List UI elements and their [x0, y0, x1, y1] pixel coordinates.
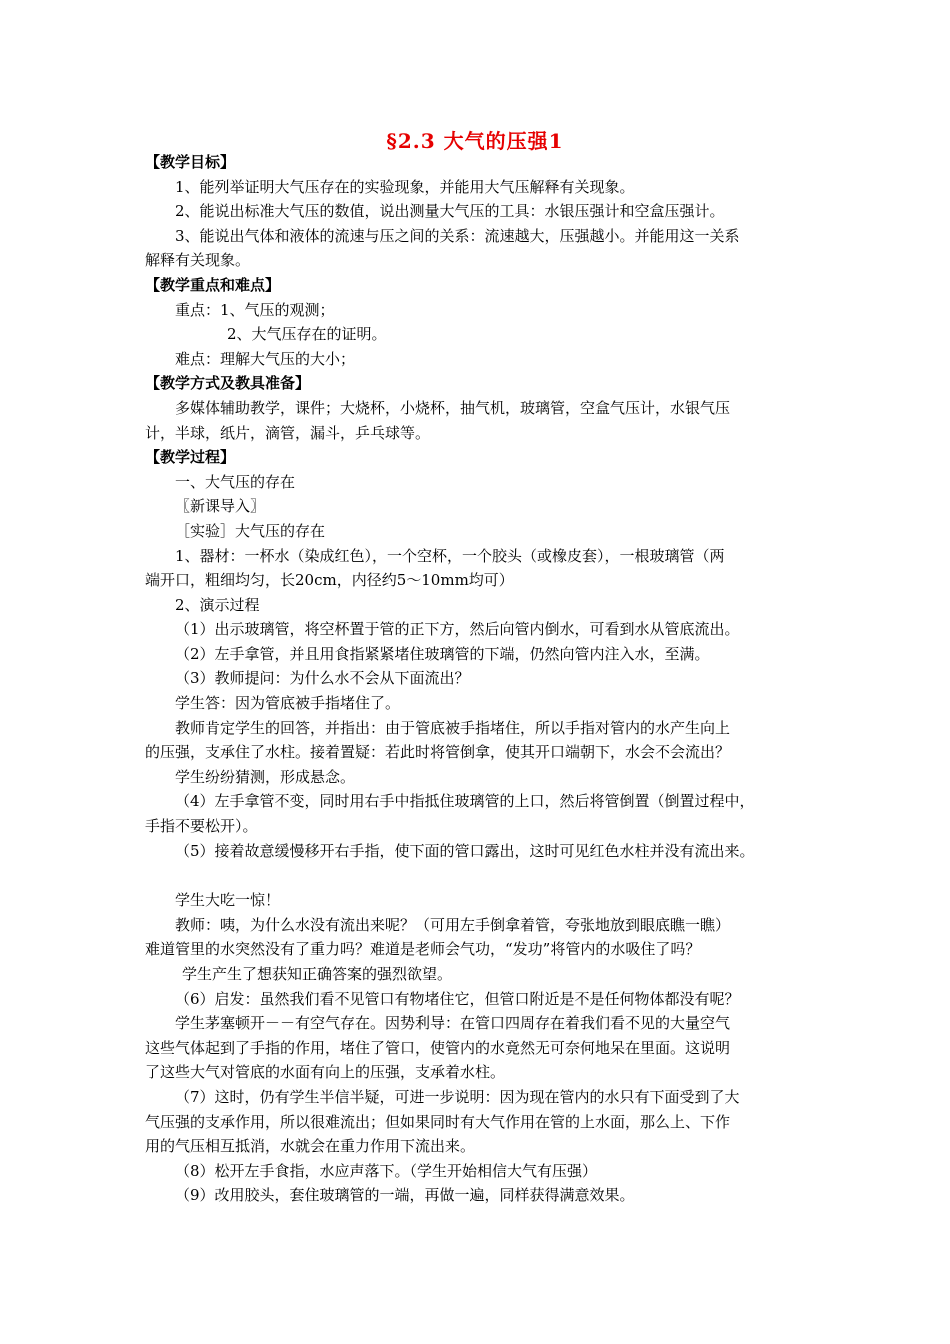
paragraph-line: 一、大气压的存在: [175, 472, 296, 491]
paragraph-line: （1）出示玻璃管，将空杯置于管的正下方，然后向管内倒水，可看到水从管底流出。: [175, 620, 740, 639]
paragraph-line: （9）改用胶头，套住玻璃管的一端，再做一遍，同样获得满意效果。: [175, 1186, 635, 1205]
paragraph-line: 这些气体起到了手指的作用，堵住了管口，使管内的水竟然无可奈何地呆在里面。这说明: [145, 1038, 731, 1057]
section-heading-methods: 【教学方式及教具准备】: [145, 374, 311, 393]
document-title: §2.3 大气的压强1: [386, 129, 564, 153]
paragraph-line: （8）松开左手食指，水应声落下。（学生开始相信大气有压强）: [175, 1161, 598, 1180]
paragraph-line: 计，半球，纸片，滴管，漏斗，乒乓球等。: [145, 423, 431, 442]
paragraph-line: 学生茅塞顿开－－有空气存在。因势利导：在管口四周存在着我们看不见的大量空气: [175, 1014, 731, 1033]
document-body: [145, 150, 805, 1208]
paragraph-line: 教师：咦，为什么水没有流出来呢？（可用左手倒拿着管，夸张地放到眼底瞧一瞧）: [175, 915, 731, 934]
paragraph-line: ［实验］大气压的存在: [175, 521, 326, 540]
paragraph-line: 难道管里的水突然没有了重力吗？难道是老师会气功，“发功”将管内的水吸住了吗？: [145, 940, 701, 959]
paragraph-line: 学生答：因为管底被手指堵住了。: [175, 694, 401, 713]
paragraph-line: （4）左手拿管不变，同时用右手中指抵住玻璃管的上口，然后将管倒置（倒置过程中，: [175, 792, 755, 811]
paragraph-line: 解释有关现象。: [145, 251, 251, 270]
paragraph-line: 的压强，支承住了水柱。接着置疑：若此时将管倒拿，使其开口端朝下，水会不会流出？: [145, 743, 731, 762]
paragraph-line: 2、大气压存在的证明。: [227, 325, 387, 344]
paragraph-line: 多媒体辅助教学，课件；大烧杯，小烧杯，抽气机，玻璃管，空盒气压计，水银气压: [175, 398, 731, 417]
paragraph-line: （7）这时，仍有学生半信半疑，可进一步说明：因为现在管内的水只有下面受到了大: [175, 1087, 740, 1106]
paragraph-line: 学生产生了想获知正确答案的强烈欲望。: [182, 965, 453, 983]
section-heading-process: 【教学过程】: [145, 448, 236, 467]
paragraph-line: （6）启发：虽然我们看不见管口有物堵住它，但管口附近是不是任何物体都没有呢？: [175, 989, 740, 1008]
paragraph-line: 端开口，粗细均匀，长20cm，内径约5～10mm均可）: [145, 571, 514, 590]
paragraph-line: （2）左手拿管，并且用食指紧紧堵住玻璃管的下端，仍然向管内注入水，至满。: [175, 644, 710, 663]
paragraph-line: 1、能列举证明大气压存在的实验现象，并能用大气压解释有关现象。: [175, 177, 635, 196]
paragraph-line: （5）接着故意缓慢移开右手指，使下面的管口露出，这时可见红色水柱并没有流出来。: [175, 841, 755, 860]
paragraph-line: 用的气压相互抵消，水就会在重力作用下流出来。: [145, 1137, 476, 1156]
paragraph-line: 重点：1、气压的观测；: [175, 300, 335, 319]
paragraph-line: 手指不要松开）。: [145, 817, 258, 836]
section-heading-key-points: 【教学重点和难点】: [145, 275, 281, 294]
paragraph-line: 3、能说出气体和液体的流速与压之间的关系：流速越大，压强越小。并能用这一关系: [175, 226, 740, 245]
blank-line: [145, 863, 805, 888]
section-heading-objectives: 【教学目标】: [145, 153, 236, 171]
paragraph-line: 学生纷纷猜测，形成悬念。: [175, 767, 356, 786]
paragraph-line: 1、器材：一杯水（染成红色），一个空杯，一个胶头（或橡皮套），一根玻璃管（两: [175, 546, 725, 565]
paragraph-line: 了这些大气对管底的水面有向上的压强，支承着水柱。: [145, 1063, 506, 1082]
paragraph-line: （3）教师提问：为什么水不会从下面流出？: [175, 669, 470, 688]
paragraph-line: 2、能说出标准大气压的数值，说出测量大气压的工具：水银压强计和空盒压强计。: [175, 202, 725, 221]
paragraph-line: 〖新课导入〗: [175, 497, 266, 516]
paragraph-line: 教师肯定学生的回答，并指出：由于管底被手指堵住，所以手指对管内的水产生向上: [175, 718, 731, 737]
paragraph-line: 学生大吃一惊！: [175, 891, 281, 910]
paragraph-line: 气压强的支承作用，所以很难流出；但如果同时有大气作用在管的上水面，那么上、下作: [145, 1112, 731, 1131]
paragraph-line: 难点：理解大气压的大小；: [175, 349, 356, 368]
paragraph-line: 2、演示过程: [175, 595, 260, 614]
